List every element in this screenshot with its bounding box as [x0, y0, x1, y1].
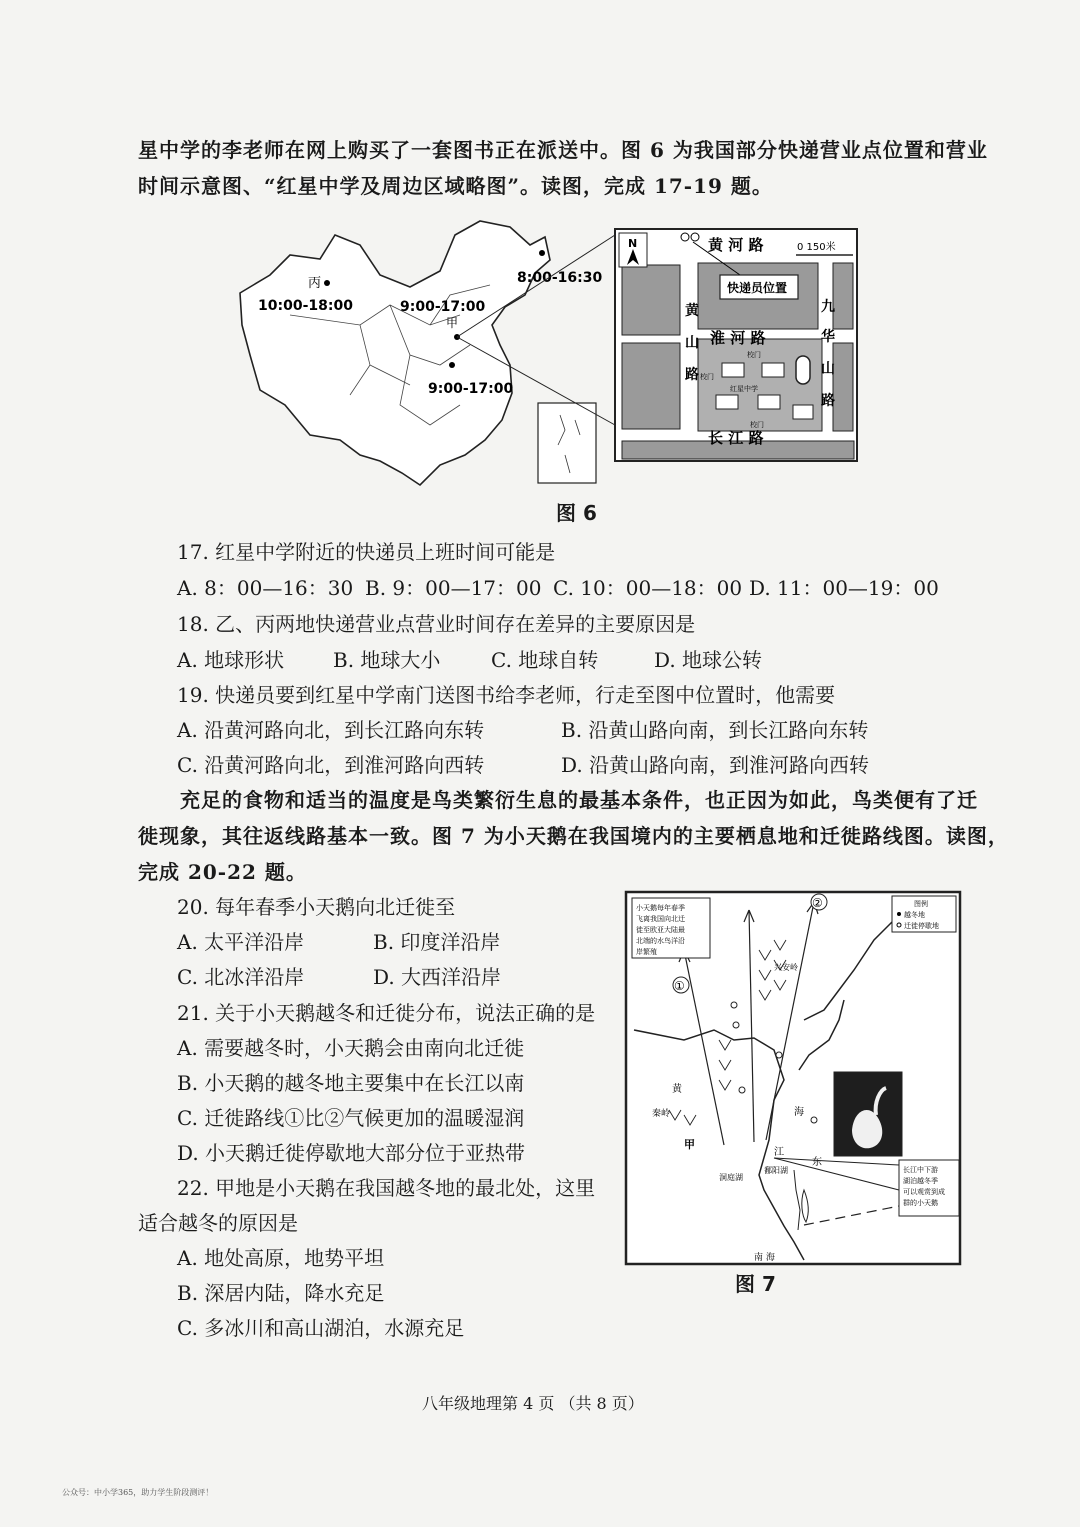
q20-stem: 20. 每年春季小天鹅向北迁徙至 — [177, 895, 456, 919]
school-area-map — [615, 229, 857, 461]
q21-option-b[interactable]: B. 小天鹅的越冬地主要集中在长江以南 — [177, 1071, 525, 1095]
label-dongting: 洞庭湖 — [719, 1173, 743, 1182]
q22-option-a[interactable]: A. 地处高原，地势平坦 — [177, 1246, 385, 1270]
q18-option-b[interactable]: B. 地球大小 — [333, 648, 441, 672]
q18-option-c[interactable]: C. 地球自转 — [491, 648, 599, 672]
figure-7-caption: 图 7 — [735, 1272, 776, 1296]
scale-label: 0 150米 — [797, 242, 836, 253]
label-jiang: 江 — [774, 1147, 784, 1158]
label-poyang: 鄱阳湖 — [764, 1166, 788, 1175]
gate-south-label: 校门 — [750, 421, 764, 429]
legend-item-2: 迁徙停歇地 — [904, 922, 939, 930]
route-2-label: ② — [812, 896, 823, 910]
intro2-line-3: 完成 20-22 题。 — [138, 860, 307, 884]
gate-west-label: 校门 — [700, 373, 714, 381]
q20-option-c[interactable]: C. 北冰洋沿岸 — [177, 965, 305, 989]
q22-stem-line-1: 22. 甲地是小天鹅在我国越冬地的最北处，这里 — [177, 1176, 596, 1200]
intro-line-2: 时间示意图、“红星中学及周边区域略图”。读图，完成 17-19 题。 — [138, 174, 773, 198]
gate-north-label: 校门 — [747, 351, 761, 359]
time-bing: 10:00-18:00 — [258, 298, 353, 314]
note-top-4: 北端的水鸟洋沿 — [636, 937, 685, 945]
label-huang: 黄 — [672, 1084, 682, 1095]
route-1-label: ① — [674, 979, 685, 993]
north-label: N — [628, 237, 638, 250]
note-top-2: 飞离我国向北迁 — [636, 915, 685, 923]
time-center: 9:00-17:00 — [400, 299, 486, 315]
figure-7 — [624, 890, 964, 1270]
q17-option-a[interactable]: A. 8：00—16：30 — [177, 576, 354, 600]
jiuhuashan-road-2: 华 — [821, 329, 835, 345]
intro2-line-2: 徙现象，其往返线路基本一致。图 7 为小天鹅在我国境内的主要栖息地和迁徙路线图。读图， — [138, 824, 1009, 848]
note-bottom-4: 群的小天鹅 — [903, 1199, 938, 1207]
courier-position-label: 快递员位置 — [727, 281, 788, 295]
q19-option-a[interactable]: A. 沿黄河路向北，到长江路向东转 — [177, 718, 485, 742]
label-jia: 甲 — [684, 1138, 695, 1151]
legend-item-1: 越冬地 — [904, 911, 925, 919]
q18-option-d[interactable]: D. 地球公转 — [654, 648, 763, 672]
q17-option-b[interactable]: B. 9：00—17：00 — [365, 576, 542, 600]
changjiang-road-label: 长 江 路 — [708, 429, 764, 447]
label-hai: 海 — [794, 1107, 804, 1118]
note-bottom-3: 可以观赏到成 — [903, 1188, 945, 1196]
intro-line-1: 星中学的李老师在网上购买了一套图书正在派送中。图 6 为我国部分快递营业点位置和营业 — [138, 138, 988, 162]
label-bing: 丙 — [308, 276, 322, 291]
note-bottom-2: 湖泊越冬季 — [903, 1177, 938, 1185]
q21-option-d[interactable]: D. 小天鹅迁徙停歇地大部分位于亚热带 — [177, 1141, 526, 1165]
q17-stem: 17. 红星中学附近的快递员上班时间可能是 — [177, 540, 556, 564]
figure-6-caption: 图 6 — [556, 501, 597, 525]
huangshan-road-3: 路 — [685, 367, 699, 383]
q20-option-b[interactable]: B. 印度洋沿岸 — [373, 930, 501, 954]
legend-title: 图例 — [914, 900, 928, 908]
huangshan-road-1: 黄 — [685, 303, 699, 319]
q18-option-a[interactable]: A. 地球形状 — [177, 648, 285, 672]
q18-stem: 18. 乙、丙两地快递营业点营业时间存在差异的主要原因是 — [177, 612, 696, 636]
q21-option-c[interactable]: C. 迁徙路线①比②气候更加的温暖湿润 — [177, 1106, 525, 1130]
watermark: 公众号：中小学365，助力学生阶段测评！ — [62, 1488, 214, 1497]
label-jia-map: 甲 — [446, 316, 459, 330]
huaihe-road-label: 淮 河 路 — [710, 329, 766, 347]
q22-option-c[interactable]: C. 多冰川和高山湖泊，水源充足 — [177, 1316, 465, 1340]
school-name-label: 红星中学 — [730, 385, 758, 393]
huangshan-road-2: 山 — [685, 335, 699, 351]
jiuhuashan-road-4: 路 — [821, 393, 835, 409]
note-top-1: 小天鹅每年春季 — [636, 904, 685, 912]
q17-option-c[interactable]: C. 10：00—18：00 — [553, 576, 743, 600]
figure-6 — [230, 215, 870, 495]
note-top-3: 徙至欧亚大陆最 — [636, 926, 685, 934]
label-nanhai: 南 海 — [754, 1253, 775, 1263]
south-sea-inset — [538, 403, 596, 483]
huanghe-road-label: 黄 河 路 — [708, 236, 764, 254]
time-ne: 8:00-16:30 — [517, 270, 603, 286]
q21-option-a[interactable]: A. 需要越冬时，小天鹅会由南向北迁徙 — [177, 1036, 525, 1060]
q21-stem: 21. 关于小天鹅越冬和迁徙分布，说法正确的是 — [177, 1001, 596, 1025]
q22-option-b[interactable]: B. 深居内陆，降水充足 — [177, 1281, 385, 1305]
q19-option-d[interactable]: D. 沿黄山路向南，到淮河路向西转 — [561, 753, 870, 777]
note-top-5: 岸繁殖 — [636, 948, 657, 956]
time-south: 9:00-17:00 — [428, 381, 514, 397]
q20-option-a[interactable]: A. 太平洋沿岸 — [177, 930, 305, 954]
label-qinling: 秦岭 — [652, 1109, 671, 1119]
label-dong: 东 — [812, 1157, 822, 1168]
q20-option-d[interactable]: D. 大西洋沿岸 — [373, 965, 502, 989]
q22-stem-line-2: 适合越冬的原因是 — [138, 1211, 298, 1235]
jiuhuashan-road-3: 山 — [821, 361, 835, 377]
china-map-outline — [240, 221, 550, 485]
intro2-line-1: 充足的食物和适当的温度是鸟类繁衍生息的最基本条件，也正因为如此，鸟类便有了迁 — [180, 788, 978, 812]
label-xingan: 兴安岭 — [774, 963, 798, 972]
q19-stem: 19. 快递员要到红星中学南门送图书给李老师，行走至图中位置时，他需要 — [177, 683, 836, 707]
page-footer: 八年级地理第 4 页 （共 8 页） — [422, 1394, 644, 1413]
jiuhuashan-road-1: 九 — [821, 299, 835, 315]
q19-option-c[interactable]: C. 沿黄河路向北，到淮河路向西转 — [177, 753, 485, 777]
q17-option-d[interactable]: D. 11：00—19：00 — [749, 576, 939, 600]
note-bottom-1: 长江中下游 — [903, 1166, 938, 1174]
q19-option-b[interactable]: B. 沿黄山路向南，到长江路向东转 — [561, 718, 869, 742]
